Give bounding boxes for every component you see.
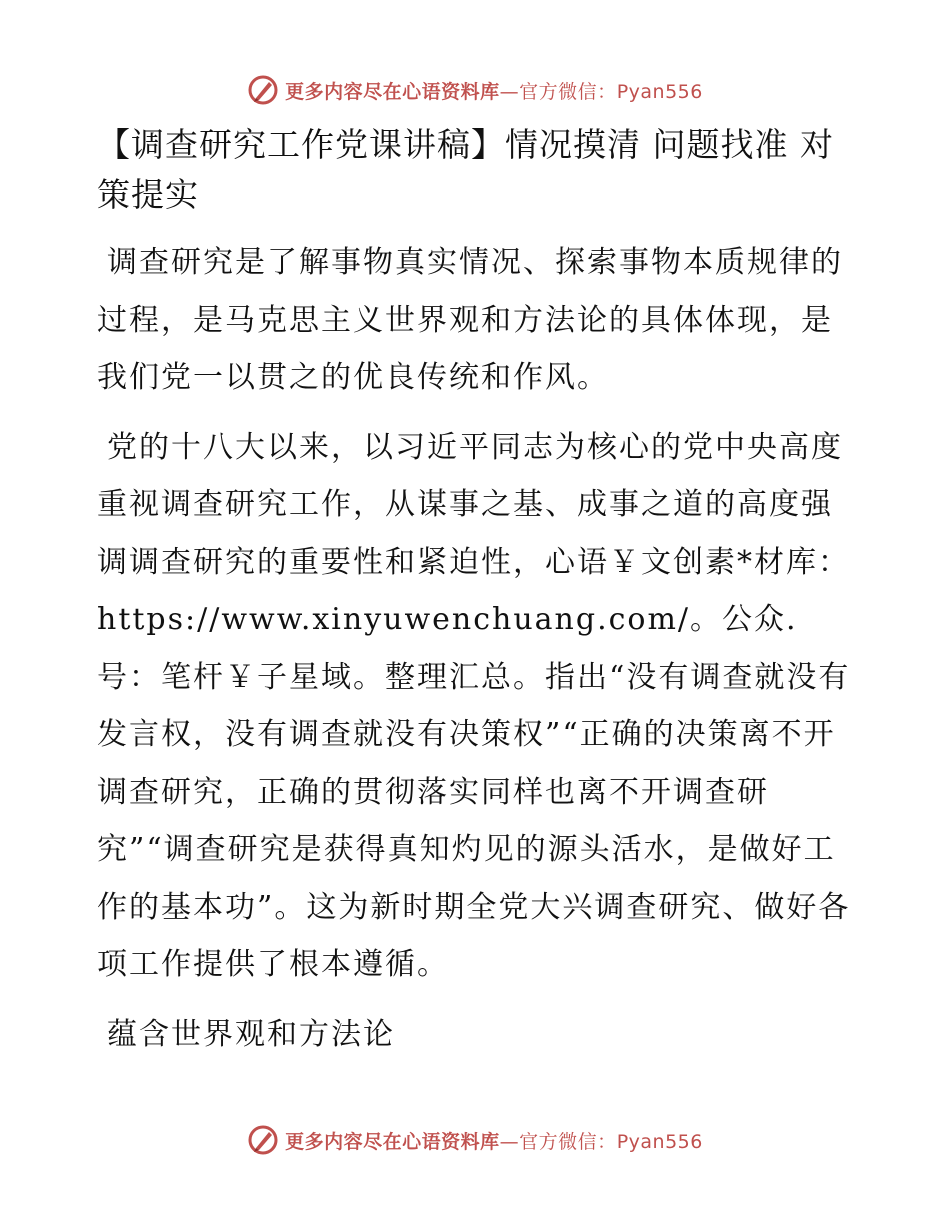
banner-separator: — bbox=[499, 80, 520, 103]
quill-circle-icon bbox=[247, 74, 279, 106]
banner-separator: — bbox=[499, 1130, 520, 1153]
document-body bbox=[97, 120, 857, 1075]
brand-text: 更多内容尽在心语资料库 bbox=[285, 1130, 500, 1153]
banner-text bbox=[285, 77, 703, 104]
wechat-label: 官方微信： bbox=[519, 80, 617, 103]
header-banner bbox=[0, 70, 950, 110]
wechat-label: 官方微信： bbox=[519, 1130, 617, 1153]
paragraph: 党的十八大以来，以习近平同志为核心的党中央高度重视调查研究工作，从谋事之基、成事之道的高度强调调查研究的重要性和紧迫性，心语￥文创素*材库：https://www.xinyuwenchuang.com/。公众.号：笔杆￥子星域。整理汇总。指出“没有调查就没有发言权，没有调查就没有决策权”“正确的决策离不开调查研究，正确的贯彻落实同样也离不开调查研究”“调查研究是获得真知灼见的源头活水，是做好工作的基本功”。这为新时期全党大兴调查研究、做好各项工作提供了根本遵循。 bbox=[97, 429, 851, 982]
quill-circle-icon bbox=[247, 1124, 279, 1156]
paragraph: 调查研究是了解事物真实情况、探索事物本质规律的过程，是马克思主义世界观和方法论的具体体现，是我们党一以贯之的优良传统和作风。 bbox=[97, 245, 843, 395]
wechat-id: Pyan556 bbox=[616, 80, 703, 103]
footer-banner bbox=[0, 1120, 950, 1160]
section-heading: 蕴含世界观和方法论 bbox=[107, 1016, 395, 1052]
wechat-id: Pyan556 bbox=[616, 1130, 703, 1153]
brand-text: 更多内容尽在心语资料库 bbox=[285, 80, 500, 103]
document-title: 【调查研究工作党课讲稿】情况摸清 问题找准 对策提实 bbox=[97, 125, 834, 214]
banner-text bbox=[285, 1127, 703, 1154]
